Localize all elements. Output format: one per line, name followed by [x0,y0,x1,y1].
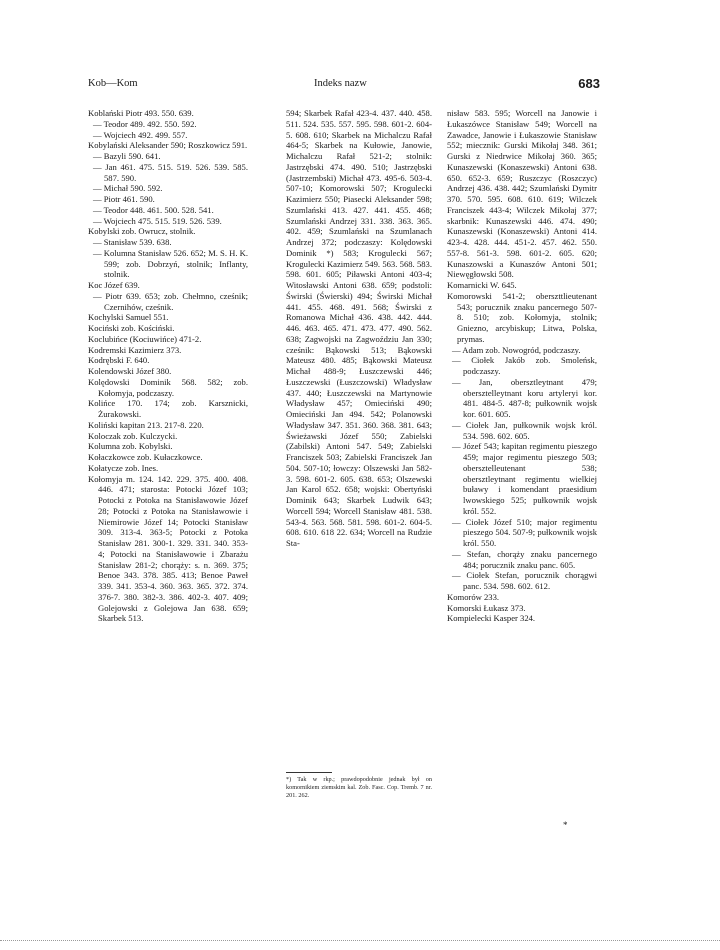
index-entry: Komarnicki W. 645. [447,280,517,290]
index-entry: Kolumna zob. Kobylski. [88,441,173,452]
index-entry: Kołatycze zob. Ines. [88,462,159,473]
index-column-right [447,108,597,624]
index-column-middle [286,108,432,549]
index-subentry: — Teodor 489. 492. 550. 592. [93,118,197,129]
page-number: 683 [578,76,600,91]
index-entry: Kochylski Samuel 551. [88,312,169,323]
index-entry: Kobylański Aleksander 590; Roszkowicz 591. [88,140,248,151]
index-subentry: — Ciołek Jakób zob. Smoleńsk, podczaszy. [452,355,597,376]
index-subentry: — Bazyli 590. 641. [93,151,161,161]
footnote-rule [286,772,332,773]
index-entry: Koc Józef 639. [88,280,140,290]
index-entry: Koliński kapitan 213. 217-8. 220. [88,419,204,430]
index-entry: Kodremski Kazimierz 373. [88,344,182,355]
index-entry: Kołaczkowce zob. Kułaczkowce. [88,452,203,462]
index-entry: Kolendowski Józef 380. [88,366,172,376]
footnote: *) Tak w rkp.; prawdopodobnie jednak był on komornikiem ziemskim kal. Zob. Fasc. Cop. Tremb. 7 nr. 201. 262. [286,776,432,799]
index-subentry: — Stefan, chorąży znaku pancernego 484; porucznik znaku panc. 605. [452,548,597,570]
index-entry: Kolędowski Dominik 568. 582; zob. Kołomyja, podczaszy. [88,376,248,398]
index-subentry: — Ciołek Stefan, porucznik chorągwi panc. 534. 598. 602. 612. [452,570,597,591]
index-subentry: — Piotr 461. 590. [93,194,155,204]
index-subentry: — Wojciech 475. 515. 519. 526. 539. [93,215,222,226]
index-subentry: — Ciołek Józef 510; major regimentu pieszego 504. 507-9; pułkownik wojsk król. 550. [452,516,597,548]
index-entry: Kołomyja m. 124. 142. 229. 375. 400. 408. 446. 471; starosta: Potocki Józef 103; Potocki z Potoka na Stanisławowie Józef 28; Potocki z Potoka na Stanisławowie i Niemirowie Józef 14; Potocki Stanisław 309. 313-4. 363-5; Potocki z Potoka Stanisław 281. 300-1. 329. 331. 340. 353-4; Potocki na Stanisławowie i Zbarażu Stanisław 281-2; chorąży: s. n. 369. 375; Benoe 343. 378. 385. 413; Benoe Paweł 339. 341. 353-4. 360. 363. 365. 372. 374. 376-7. 380. 382-3. 386. 402-3. 407. 409; Golejowski z Golejowa Jan 638. 659; Skarbek 513. [88,473,248,624]
index-subentry: — Teodor 448. 461. 500. 528. 541. [93,204,214,215]
header-title: Indeks nazw [314,78,367,89]
index-entry: Komorowski 541-2; oberszttlieutenant 543; porucznik znaku pancernego 507-8. 510; zob. Kołomyja, stolnik; Gniezno, arcybiskup; Litwa, Polska, prymas. [447,290,597,344]
index-subentry: — Kolumna Stanisław 526. 652; M. S. H. K. 599; zob. Dobrzyń, stolnik; Inflanty, stolnik. [93,247,248,280]
page-edge [0,940,720,941]
index-entry: Koloczak zob. Kulczycki. [88,430,178,441]
index-subentry: — Michał 590. 592. [93,183,163,194]
bottom-mark: * [563,820,568,830]
index-subentry: — Wojciech 492. 499. 557. [93,129,188,140]
index-entry: Kompielecki Kasper 324. [447,613,536,624]
header-range: Kob—Kom [88,78,138,89]
index-column-left [88,108,248,624]
index-subentry: — Adam zob. Nowogród, podczaszy. [452,344,581,355]
index-entry: 594; Skarbek Rafał 423-4. 437. 440. 458. 511. 524. 535. 557. 595. 598. 601-2. 604-5. 608. 610; Skarbek na Michalczu Rafał 464-5; Skarbek na Kułowie, Janowie, Michalczu Rafał 521-2; stolnik: Jastrzębski 474. 490. 510; Jastrzębski (Jastrzembski) Michał 473. 495-6. 503-4. 507-10; Komorowski 507; Krogulecki Kazimierz 550; Piasecki Aleksander 598; Szumlański 413. 427. 441. 455. 468; Szumlański Andrzej 331. 338. 363. 365. 402. 459; Szumlański na Szumlanach Andrzej 372; podczaszy: Kolędowski Dominik *) 583; Krogulecki 567; Krogulecki Kazimierz 549. 563. 568. 583. 598. 601. 605; Piławski Antoni 403-4; Witosławski Antoni 638. 659; podstoli: Świrski (Świerski) 494; Świrski Michał 441. 455. 468. 491. 568; Świrski z Romanowa Michał 436. 438. 442. 444. 446. 463. 465. 471. 473. 477. 490. 562. 638; Zagwojski na Zagwoździu Jan 330; cześnik: Bąkowski 513; Bąkowski Mateusz 480. 485; Bąkowski Mateusz Michał 488-9; Łuszczewski 446; Łuszczewski (Łuszczowski) Władysław 437. 440; Łuszczewski na Martynowie Władysław 457; Omieciński 490; Omieciński Jan 494. 542; Polanowski Władysław 347. 351. 360. 368. 381. 643; Świeżawski Józef 550; Zabielski (Zabilski) Antoni 547. 549; Zabielski Franciszek 503; Zabielski Franciszek Jan 504. 507-10; łowczy: Olszewski Jan 582-3. 598. 601-2. 605. 638. 653; Olszewski Jan Karol 652. 658; wojski: Obertyński Dominik 643; Skarbek Ludwik 643; Worcell 594; Worcell Stanisław 481. 538. 543-4. 563. 568. 581. 598. 601-2. 604-5. 608. 610. 618 22. 634; Worcell na Rudzie Sta- [286,108,432,548]
running-header [88,78,600,94]
index-subentry: — Jan, obersztleytnant 479; obersztelleytnant koru artyleryi kor. 481. 484-5. 487-8; pułkownik wojsk kor. 601. 605. [452,376,597,419]
index-subentry: — Piotr 639. 653; zob. Chełmno, cześnik; Czernihów, cześnik. [93,290,248,312]
index-subentry: — Ciołek Jan, pułkownik wojsk król. 534. 598. 602. 605. [452,419,597,441]
index-subentry: — Stanisław 539. 638. [93,237,172,247]
index-entry: Koblański Piotr 493. 550. 639. [88,108,194,118]
index-entry: Kociński zob. Kościński. [88,323,175,333]
index-entry: Komorów 233. [447,591,500,602]
index-entry: Kobylski zob. Owrucz, stolnik. [88,226,196,237]
index-entry: Komorski Łukasz 373. [447,602,526,613]
index-entry: nisław 583. 595; Worcell na Janowie i Łukaszówce Stanisław 549; Worcell na Zawadce, Janowie i Łukaszowie Stanisław 552; miecznik: Gurski Mikołaj 348. 361; Gurski z Niedrwice Mikołaj 360. 365; Kunaszewski (Konaszewski) Antoni 638. 650. 652-3. 659; Ruszczyc (Roszczyc) Andrzej 436. 438. 442; Szumlański Dymitr 370. 570. 595. 608. 610. 619; Wilczek Franciszek 443-4; Wilczek Mikołaj 377; skarbnik: Kunaszewski 446. 474. 490; Kunaszewski (Konaszewski) Antoni 414. 423-4. 428. 444. 451-2. 457. 462. 550. 557-8. 561-3. 598. 601-2. 605. 620; Kunaszowski a Kunaszów Antoni 501; Niewęgłowski 508. [447,108,597,280]
index-entry: Koclubińce (Kociuwińce) 471-2. [88,333,202,344]
index-entry: Kodrębski F. 640. [88,355,150,366]
index-entry: Kolińce 170. 174; zob. Karsznicki, Żurakowski. [88,398,248,419]
index-subentry: — Józef 543; kapitan regimentu pieszego 459; major regimentu pieszego 503; obersztelleutenant 538; obersztleytnant regimentu wielkiej buławy i komendant praesidium lwowskiego 525; pułkownik wojsk król. 552. [452,441,597,516]
index-subentry: — Jan 461. 475. 515. 519. 526. 539. 585. 587. 590. [93,161,248,183]
